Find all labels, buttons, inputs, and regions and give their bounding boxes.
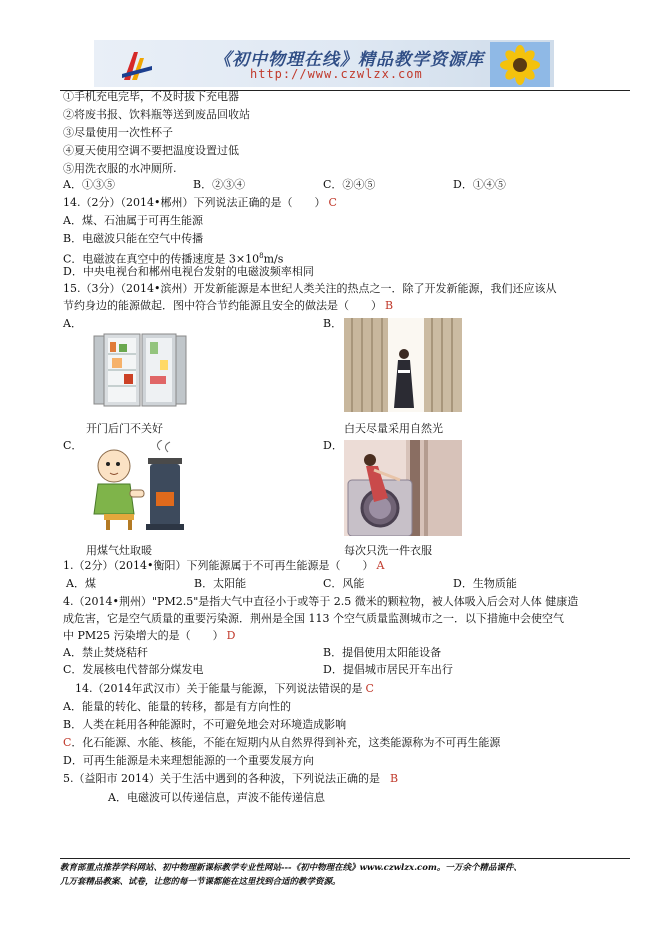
option-c-caption: 用煤气灶取暖 — [86, 544, 152, 557]
curtain-image — [344, 318, 462, 412]
list-item: ⑤用洗衣服的水冲厕所. — [63, 162, 177, 175]
option-b: B．太阳能 — [194, 577, 247, 590]
footer-line: 几万套精品教案、试卷，让您的每一节课都能在这里找到合适的教学资源。 — [60, 877, 341, 887]
answer: B — [389, 772, 399, 785]
question-stem: 1.（2分）（2014•衡阳）下列能源属于不可再生能源是（ ） A — [63, 559, 385, 572]
option-b-label: B． — [323, 317, 343, 330]
question-stem: 5.（益阳市 2014）关于生活中遇到的各种波，下列说法正确的是 B — [63, 772, 399, 785]
answer: B — [385, 299, 394, 312]
option-a: A．能量的转化、能量的转移，都是有方向性的 — [63, 700, 291, 713]
option-a: A．禁止焚烧秸秆 — [63, 646, 148, 659]
washing-machine-image — [344, 440, 462, 536]
stove-heating-image — [84, 440, 202, 532]
option-a-label: A． — [63, 317, 82, 330]
list-item: ③尽量使用一次性杯子 — [63, 126, 173, 139]
fridge-image — [86, 330, 191, 410]
answer: C — [365, 682, 374, 695]
option-c-label: C． — [63, 439, 83, 452]
option-d: D．可再生能源是未来理想能源的一个重要发展方向 — [63, 754, 314, 767]
option-c: C．发展核电代替部分煤发电 — [63, 663, 204, 676]
question-stem: 15.（3分）（2014•滨州）开发新能源是本世纪人类关注的热点之一．除了开发新能源，我们还应该从 — [63, 282, 557, 295]
footer — [60, 861, 630, 889]
option-a: A．煤 — [66, 577, 96, 590]
option-b: B．提倡使用太阳能设备 — [323, 646, 442, 659]
list-item: ④夏天使用空调不要把温度设置过低 — [63, 144, 239, 157]
option-a: A．煤、石油属于可再生能源 — [63, 214, 203, 227]
footer-line: 教育部重点推荐学科网站、初中物理新课标教学专业性网站---《初中物理在线》www.czwlzx.com。一万余个精品课件、 — [60, 863, 522, 873]
list-item: ②将废书报、饮料瓶等送到废品回收站 — [63, 108, 250, 121]
option-c: C．②④⑤ — [323, 178, 376, 191]
option-c: C．风能 — [323, 577, 365, 590]
logo-icon — [120, 48, 154, 82]
option-a: A．电磁波可以传递信息，声波不能传递信息 — [108, 791, 325, 804]
banner-url[interactable]: http://www.czwlzx.com — [250, 67, 423, 81]
option-c: C．化石能源、水能、核能，不能在短期内从自然界得到补充，这类能源称为不可再生能源 — [63, 736, 501, 749]
footer-rule — [60, 858, 630, 859]
answer: C — [328, 196, 337, 209]
question-stem: 4.（2014•荆州）"PM2.5"是指大气中直径小于或等于 2.5 微米的颗粒物，被人体吸入后会对人体 健康造 — [63, 595, 579, 608]
option-a-caption: 开门后门不关好 — [86, 422, 163, 435]
answer: A — [376, 559, 385, 572]
list-item: ①手机充电完毕，不及时拔下充电器 — [63, 90, 239, 103]
sunflower-icon — [490, 42, 550, 87]
question-stem: 成危害，它是空气质量的重要污染源．荆州是全国 113 个空气质量监测城市之一．以下措施中会使空气 — [63, 612, 564, 625]
option-d: D．①④⑤ — [453, 178, 506, 191]
option-c: C．电磁波在真空中的传播速度是 $3\times 10^8m/s$ — [63, 252, 284, 266]
option-b: B．人类在耗用各种能源时，不可避免地会对环境造成影响 — [63, 718, 347, 731]
question-stem: 14.（2014年武汉市）关于能量与能源，下列说法错误的是 C — [75, 682, 374, 695]
option-d: D．生物质能 — [453, 577, 517, 590]
option-d-caption: 每次只洗一件衣服 — [344, 544, 432, 557]
option-d: D．提倡城市居民开车出行 — [323, 663, 453, 676]
option-d-label: D． — [323, 439, 343, 452]
option-b: B．②③④ — [193, 178, 246, 191]
option-b-caption: 白天尽量采用自然光 — [344, 422, 443, 435]
option-d: D．中央电视台和郴州电视台发射的电磁波频率相同 — [63, 265, 314, 278]
question-stem: 节约身边的能源做起．图中符合节约能源且安全的做法是（ ） B — [63, 299, 394, 312]
option-a: A．①③⑤ — [63, 178, 115, 191]
banner-title: 《初中物理在线》精品教学资源库 — [214, 50, 484, 70]
question-stem: 中 PM25 污染增大的是（ ） D — [63, 629, 236, 642]
site-banner — [94, 40, 554, 87]
answer: D — [226, 629, 236, 642]
option-b: B．电磁波只能在空气中传播 — [63, 232, 204, 245]
question-stem: 14.（2分）（2014•郴州）下列说法正确的是（ ） C — [63, 196, 337, 209]
